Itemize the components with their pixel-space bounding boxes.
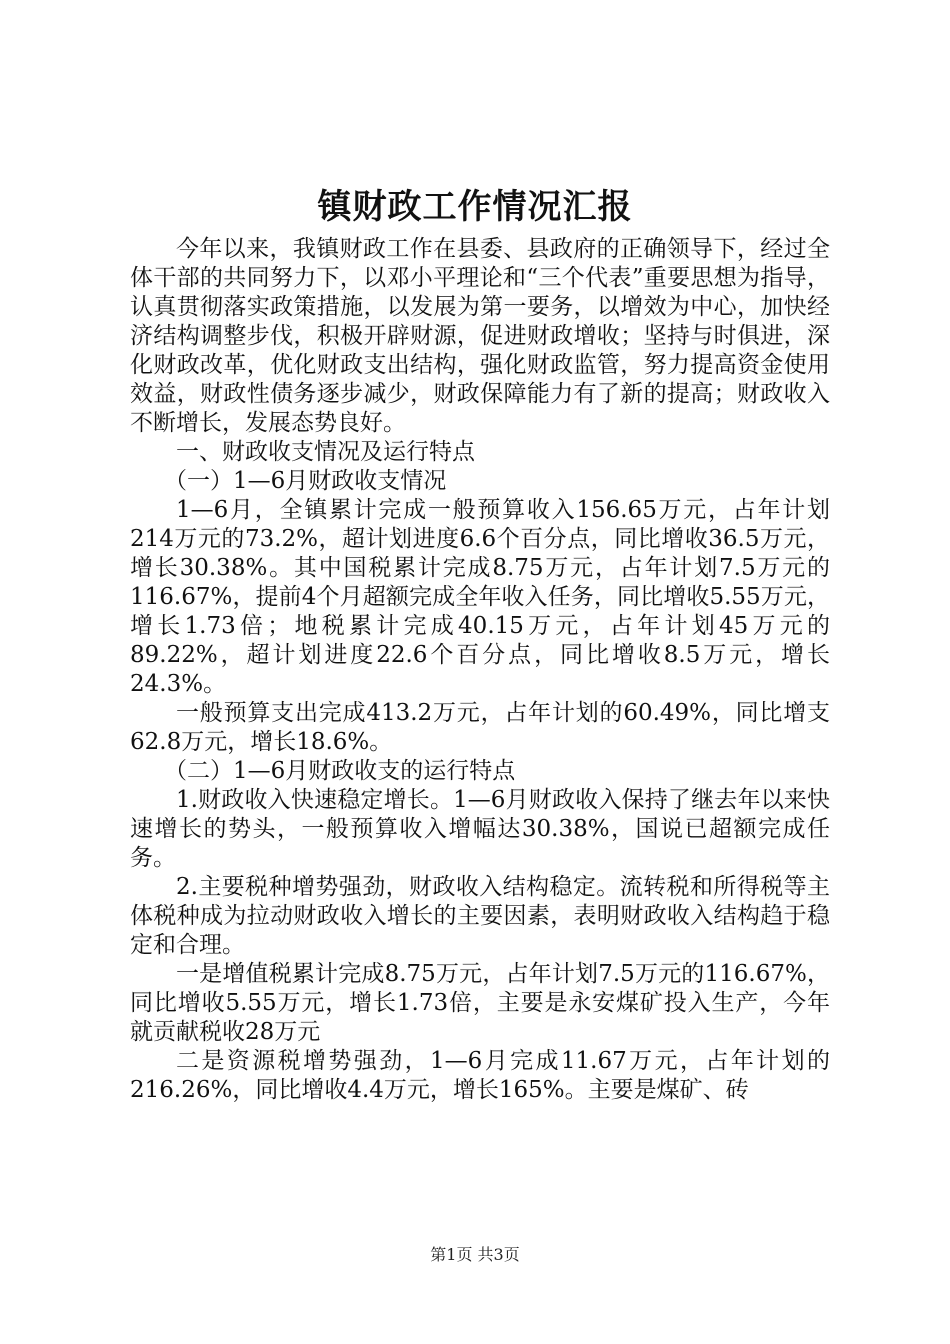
resource-tax-paragraph: 二是资源税增势强劲，1—6月完成11.67万元，占年计划的216.26%，同比增收4.4万元，增长165%。主要是煤矿、砖 (130, 1048, 830, 1103)
intro-paragraph: 今年以来，我镇财政工作在县委、县政府的正确领导下，经过全体干部的共同努力下，以邓小平理论和“三个代表”重要思想为指导，认真贯彻落实政策措施，以发展为第一要务，以增效为中心，加快经济结构调整步伐，积极开辟财源，促进财政增收；坚持与时俱进，深化财政改革，优化财政支出结构，强化财政监管，努力提高资金使用效益，财政性债务逐步减少，财政保障能力有了新的提高；财政收入不断增长，发展态势良好。 (130, 236, 830, 436)
page-footer: 第1页 共3页 (430, 1245, 520, 1264)
document-body (130, 235, 830, 1105)
subsection-heading-1: （一）1—6月财政收支情况 (164, 468, 447, 494)
feature-paragraph-1: 1.财政收入快速稳定增长。1—6月财政收入保持了继去年以来快速增长的势头，一般预算收入增幅达30.38%，国说已超额完成任务。 (130, 787, 830, 871)
feature-paragraph-2: 2.主要税种增势强劲，财政收入结构稳定。流转税和所得税等主体税种成为拉动财政收入增长的主要因素，表明财政收入结构趋于稳定和合理。 (130, 874, 830, 958)
vat-paragraph: 一是增值税累计完成8.75万元，占年计划7.5万元的116.67%，同比增收5.55万元，增长1.73倍，主要是永安煤矿投入生产，今年就贡献税收28万元 (130, 961, 830, 1045)
revenue-paragraph: 1—6月，全镇累计完成一般预算收入156.65万元，占年计划214万元的73.2%，超计划进度6.6个百分点，同比增收36.5万元，增长30.38%。其中国税累计完成8.75万元，占年计划7.5万元的116.67%，提前4个月超额完成全年收入任务，同比增收5.55万元，增长1.73倍；地税累计完成40.15万元，占年计划45万元的89.22%，超计划进度22.6个百分点，同比增收8.5万元，增长24.3%。 (130, 497, 830, 697)
section-heading-1: 一、财政收支情况及运行特点 (176, 439, 475, 465)
expenditure-paragraph: 一般预算支出完成413.2万元，占年计划的60.49%，同比增支62.8万元，增长18.6%。 (130, 700, 830, 755)
document-title: 镇财政工作情况汇报 (317, 187, 633, 227)
subsection-heading-2: （二）1—6月财政收支的运行特点 (164, 758, 516, 784)
